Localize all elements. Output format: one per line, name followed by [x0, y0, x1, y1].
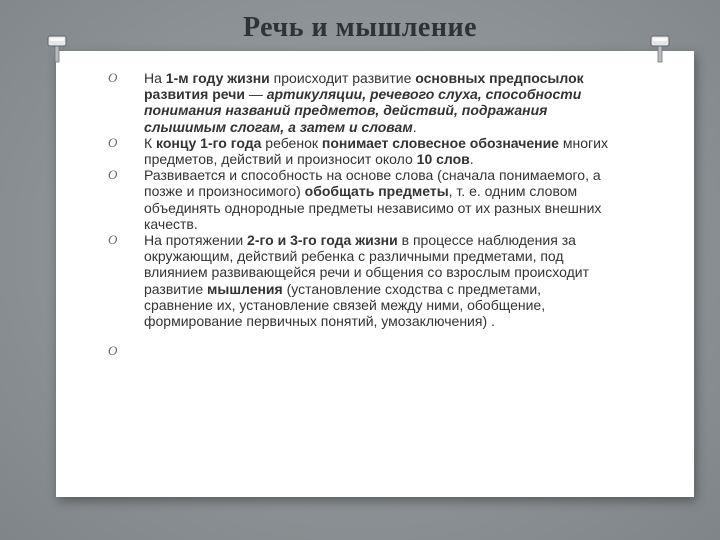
text-segment: Развивается и способность на основе слова (сначала понимаемого, а позже и произносимого) — [144, 167, 601, 200]
text-segment: обобщать предметы — [304, 183, 449, 200]
text-segment: — — [244, 86, 267, 103]
text-segment: основных предпосылок развития речи — [144, 70, 584, 103]
text-segment: К — [144, 134, 157, 151]
text-segment: 1-м году жизни — [165, 70, 270, 86]
text-segment: понимает словесное обозначение — [321, 134, 559, 151]
text-segment: многих предметов, действий и произносит около — [144, 134, 608, 168]
text-segment: происходит развитие — [269, 70, 416, 86]
pin-icon — [46, 34, 68, 64]
list-item — [108, 70, 608, 135]
bullet-marker: O — [108, 167, 118, 183]
pin-icon — [649, 34, 671, 64]
empty-list-item — [108, 343, 608, 365]
text-segment: ребенок — [261, 134, 322, 151]
text-segment: 2-го и 3-го года жизни — [247, 232, 398, 249]
list-item-text — [144, 70, 608, 135]
text-segment: . — [412, 118, 417, 135]
list-item-text — [144, 167, 608, 232]
bullet-marker: O — [108, 343, 118, 359]
text-segment: в процессе наблюдения за окружающим, действий ребенка с различными предметами, под влиянием развивающейся речи и общения со взрослым происходит развитие — [144, 232, 589, 297]
bullet-marker: O — [108, 70, 118, 85]
list-item-text — [144, 232, 608, 329]
list-item — [108, 135, 608, 167]
text-segment: 10 слов — [416, 151, 470, 168]
bullet-marker: O — [108, 232, 118, 248]
text-segment: концу 1-го года — [156, 134, 262, 151]
slide-title: Речь и мышление — [242, 12, 478, 43]
text-segment: На — [144, 70, 166, 86]
text-segment: На протяжении — [144, 232, 248, 249]
text-segment: (установление сходства с предметами, сравнение их, установление связей между ними, обобщение, формирование первичных понятий, умозаключения) . — [144, 280, 546, 330]
list-item-text — [144, 135, 608, 167]
text-segment: артикуляции, речевого слуха, способности понимания названий предметов, действий, подражания слышимым слогам, а затем и словам — [144, 86, 582, 135]
list-item — [108, 167, 608, 232]
bullet-list — [108, 70, 608, 365]
list-item — [108, 232, 608, 329]
text-segment: , т. е. одним словом объединять однородные предметы независимо от их разных внешних качеств. — [144, 183, 602, 232]
bullet-marker: O — [108, 134, 118, 150]
text-segment: . — [469, 151, 474, 168]
text-segment: мышления — [207, 280, 283, 297]
